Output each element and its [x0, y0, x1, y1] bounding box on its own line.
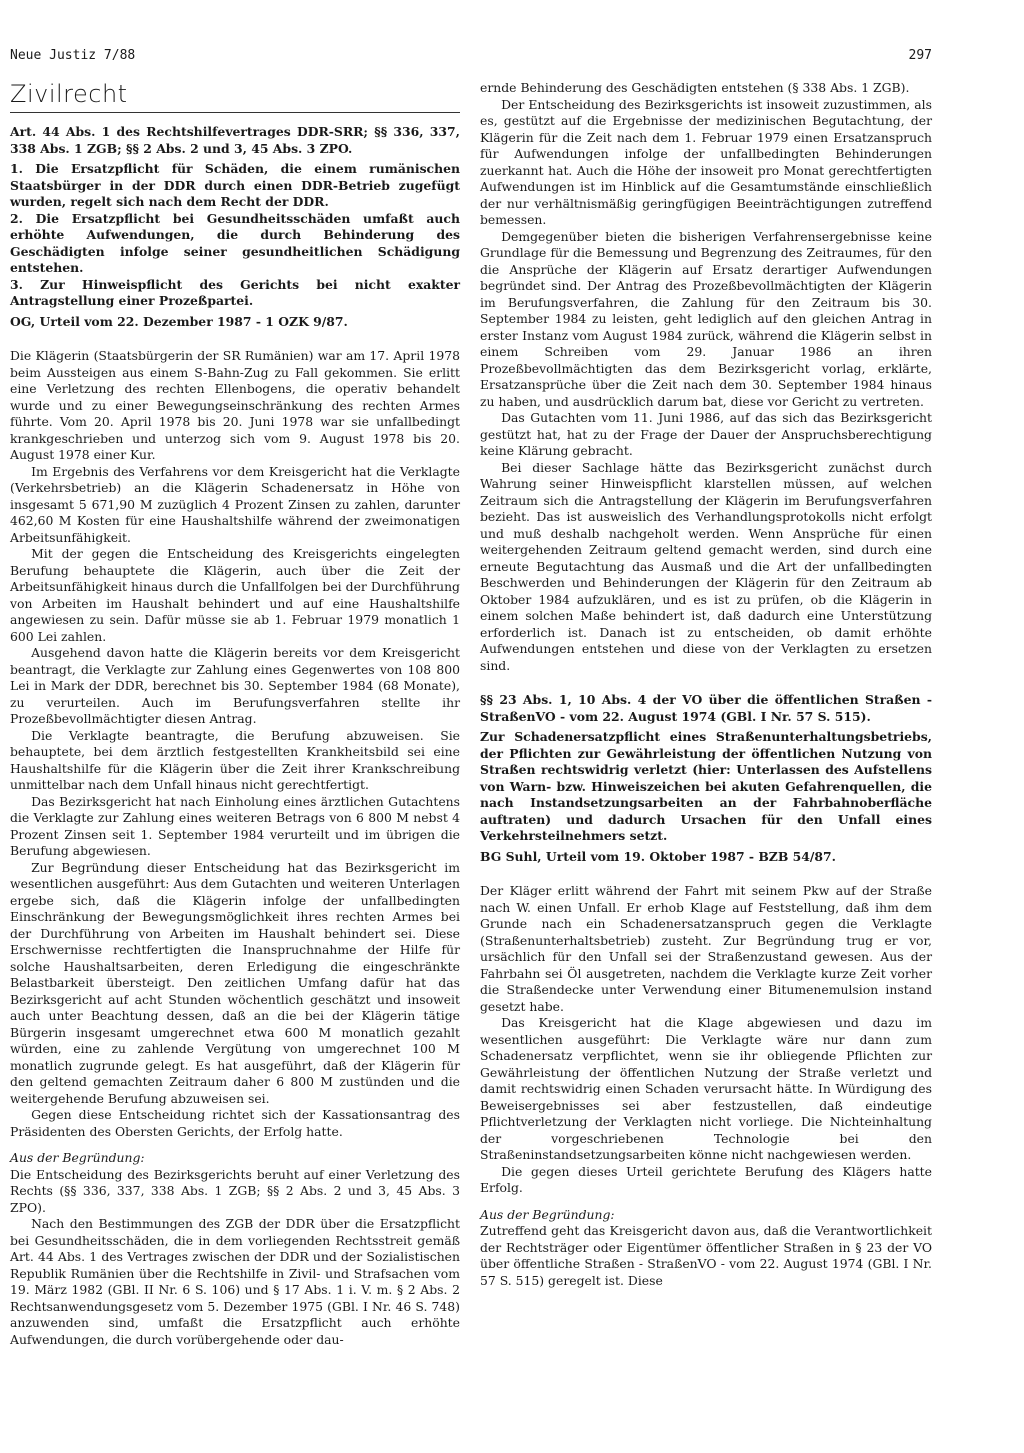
- case1-paragraph: Zur Begründung dieser Entscheidung hat das Bezirksgericht im wesentlichen ausgeführt: Aus dem Gutachten und weiteren Unterlagen ergebe sich, daß die Klägerin infolge der unfallbedingten Einschränkung der Bewegungsmöglichkeit ihres rechten Armes bei der Durchführung von Arbeiten im Haushalt behindert sei. Diese Erschwernisse rechtfertigten die Inanspruchnahme der Hilfe für solche Haushaltsarbeiten, deren Erledigung die eingeschränkte Belastbarkeit übersteigt. Den zeitlichen Umfang dafür hat das Bezirksgericht auf acht Stunden wöchentlich geschätzt und insoweit auch unter Beachtung dessen, daß an die bei der Klägerin tätige Bürgerin insgesamt umgerechnet etwa 600 M monatlich gezahlt würden, eine zu zahlende Vergütung von umgerechnet 100 M monatlich zugrunde gelegt. Es hat ausgeführt, daß der Klägerin für den geltend gemachten Zeitraum daher 6 800 M zustünden und die weitergehende Berufung abzuweisen sei.: [10, 859, 460, 1106]
- case1-paragraph: Demgegenüber bieten die bisherigen Verfahrensergebnisse keine Grundlage für die Bemessung und Begrenzung des Zeitraumes, für den die Ansprüche der Klägerin auf Ersatz derartiger Aufwendungen begründet sind. Der Antrag des Prozeßbevollmächtigten der Klägerin im Berufungsverfahren, die Zahlung für den Zeitraum bis 30. September 1984 zu leisten, geht lediglich auf den gleichen Antrag in erster Instanz vom August 1984 zurück, während die Klägerin selbst in einem Schreiben vom 29. Januar 1986 an ihren Prozeßbevollmächtigten das dem Bezirksgericht vorlag, erklärte, Ersatzansprüche über die Zeit nach dem 30. September 1984 hinaus zu haben, und ausdrücklich darum bat, diese vor Gericht zu vertreten.: [480, 228, 932, 409]
- case1-headnote-2: 2. Die Ersatzpflicht bei Gesundheitsschäden umfaßt auch erhöhte Aufwendungen, die durch Behinderung des Geschädigten infolge seiner gesundheitlichen Schädigung entstehen.: [10, 210, 460, 275]
- reasons-heading: Aus der Begründung:: [10, 1150, 145, 1165]
- case1-paragraph: Nach den Bestimmungen des ZGB der DDR über die Ersatzpflicht bei Gesundheitsschäden, die in dem vorliegenden Rechtsstreit gemäß Art. 44 Abs. 1 des Vertrages zwischen der DDR und der Sozialistischen Republik Rumänien über die Rechtshilfe in Zivil- und Strafsachen vom 19. März 1982 (GBl. II Nr. 6 S. 106) und § 17 Abs. 1 i. V. m. § 2 Abs. 2 Rechtsanwendungsgesetz vom 5. Dezember 1975 (GBl. I Nr. 46 S. 748) anzuwenden sind, umfaßt die Ersatzpflicht auch erhöhte Aufwendungen, die durch vorübergehende oder dau-: [10, 1216, 460, 1347]
- case2-paragraph: Zutreffend geht das Kreisgericht davon aus, daß die Verantwortlichkeit der Rechtsträger oder Eigentümer öffentlicher Straßen in § 23 der VO über öffentliche Straßen - StraßenVO - vom 22. August 1974 (GBl. I Nr. 57 S. 515) geregelt ist. Diese: [480, 1223, 932, 1288]
- case1-court: OG, Urteil vom 22. Dezember 1987 - 1 OZK 9/87.: [10, 313, 348, 329]
- case2-paragraph: Die gegen dieses Urteil gerichtete Berufung des Klägers hatte Erfolg.: [480, 1163, 932, 1195]
- case1-paragraph: Die Entscheidung des Bezirksgerichts beruht auf einer Verletzung des Rechts (§§ 336, 337, 338 Abs. 1 ZGB; §§ 2 Abs. 2 und 3, 45 Abs. 3 ZPO).: [10, 1166, 460, 1215]
- case2-paragraph: Der Kläger erlitt während der Fahrt mit seinem Pkw auf der Straße nach W. einen Unfall. Er erhob Klage auf Feststellung, daß ihm dem Grunde nach ein Schadenersatzanspruch gegen die Verklagte (Straßenunterhaltsbetrieb) zusteht. Zur Begründung trug er vor, ursächlich für den Unfall sei der Straßenzustand gewesen. Aus der Fahrbahn sei Öl ausgetreten, nachdem die Verklagte kurze Zeit vorher die Straßendecke unter Verwendung einer Bitumenemulsion instand gesetzt habe.: [480, 883, 932, 1014]
- section-title: Zivilrecht: [10, 80, 128, 108]
- case2-paragraph: Das Kreisgericht hat die Klage abgewiesen und dazu im wesentlichen ausgeführt: Die Verklagte wäre nur dann zum Schadenersatz verpflichtet, wenn sie ihr obliegende Pflichten zur Gewährleistung der öffentlichen Nutzung der Straße verletzt und damit rechtswidrig einen Schaden verursacht hätte. In Würdigung des Beweisergebnisses sei aber festzustellen, daß eindeutige Pflichtverletzung der Verklagten nicht vorliege. Die Nichteinhaltung der vorgeschriebenen Technologie bei den Straßeninstandsetzungsarbeiten könne nicht nachgewiesen werden.: [480, 1015, 932, 1162]
- case1-paragraph: Die Klägerin (Staatsbürgerin der SR Rumänien) war am 17. April 1978 beim Aussteigen aus einem S-Bahn-Zug zu Fall gekommen. Sie erlitt eine Verletzung des rechten Ellenbogens, die operativ behandelt wurde und zu einer Bewegungseinschränkung des rechten Armes führte. Vom 20. April 1978 bis 20. Juni 1978 war sie unfallbedingt krankgeschrieben und unterzog sich vom 9. August 1978 bis 20. August 1978 einer Kur.: [10, 348, 460, 462]
- page-number: 297: [908, 48, 932, 63]
- case1-paragraph: Die Verklagte beantragte, die Berufung abzuweisen. Sie behauptete, bei dem ärztlich festgestellten Krankheitsbild sei eine Haushaltshilfe für die Klägerin über die Zeit ihrer Krankschreibung unmittelbar nach dem Unfall hinaus nicht gerechtfertigt.: [10, 727, 460, 792]
- case1-paragraph: Das Gutachten vom 11. Juni 1986, auf das sich das Bezirksgericht gestützt hat, hat zu der Frage der Dauer der Anspruchsberechtigung keine Klärung gebracht.: [480, 410, 932, 458]
- case1-headnote-1: 1. Die Ersatzpflicht für Schäden, die einem rumänischen Staatsbürger in der DDR durch einen DDR-Betrieb zugefügt wurden, regelt sich nach dem Recht der DDR.: [10, 161, 460, 209]
- case2-citation: §§ 23 Abs. 1, 10 Abs. 4 der VO über die öffentlichen Straßen - StraßenVO - vom 22. August 1974 (GBl. I Nr. 57 S. 515).: [480, 692, 932, 724]
- reasons-heading: Aus der Begründung:: [480, 1206, 615, 1222]
- case1-paragraph: ernde Behinderung des Geschädigten entstehen (§ 338 Abs. 1 ZGB).: [480, 80, 910, 95]
- case1-paragraph: Bei dieser Sachlage hätte das Bezirksgericht zunächst durch Wahrung seiner Hinweispflicht klarstellen müssen, auf welchen Zeitraum sich die Antragstellung der Klägerin im Berufungsverfahren bezieht. Das ist ausweislich des Verhandlungsprotokolls nicht erfolgt und muß deshalb nachgeholt werden. Wenn Ansprüche für einen weitergehenden Zeitraum geltend gemacht werden, sind durch eine erneute Begutachtung das Ausmaß und die Art der unfallbedingten Beschwerden und Behinderungen der Klägerin für den Zeitraum ab Oktober 1984 aufzuklären, und es ist zu prüfen, ob die Klägerin in einem solchen Maße behindert ist, daß dadurch eine Unterstützung erforderlich ist. Danach ist zu entscheiden, ob damit erhöhte Aufwendungen entstehen und diese von der Verklagten zu ersetzen sind.: [480, 459, 932, 673]
- case1-paragraph: Gegen diese Entscheidung richtet sich der Kassationsantrag des Präsidenten des Obersten Gerichts, der Erfolg hatte.: [10, 1107, 460, 1139]
- journal-issue: Neue Justiz 7/88: [10, 48, 136, 63]
- case1-citation: Art. 44 Abs. 1 des Rechtshilfevertrages DDR-SRR; §§ 336, 337, 338 Abs. 1 ZGB; §§ 2 Abs. 2 und 3, 45 Abs. 3 ZPO.: [10, 124, 460, 156]
- running-header: [10, 48, 932, 68]
- right-column: [480, 80, 932, 1289]
- case1-headnote-3: 3. Zur Hinweispflicht des Gerichts bei nicht exakter Antragstellung einer Prozeßpartei.: [10, 276, 460, 308]
- case1-paragraph: Im Ergebnis des Verfahrens vor dem Kreisgericht hat die Verklagte (Verkehrsbetrieb) an die Klägerin Schadenersatz in Höhe von insgesamt 5 671,90 M zuzüglich 4 Prozent Zinsen zu zahlen, darunter 462,60 M Kosten für eine Haushaltshilfe während der zweimonatigen Arbeitsunfähigkeit.: [10, 463, 460, 545]
- case2-court: BG Suhl, Urteil vom 19. Oktober 1987 - BZB 54/87.: [480, 848, 836, 864]
- left-column: [10, 124, 460, 1348]
- title-rule: [10, 112, 460, 113]
- case2-headnote: Zur Schadenersatzpflicht eines Straßenunterhaltungsbetriebs, der Pflichten zur Gewährleistung der öffentlichen Nutzung von Straßen rechtswidrig verletzt (hier: Unterlassen des Aufstellens von Warn- bzw. Hinweiszeichen bei akuten Gefahrenquellen, die nach Instandsetzungsarbeiten an der Fahrbahnoberfläche auftraten) und dadurch Ursachen für den Unfall eines Verkehrsteilnehmers setzt.: [480, 729, 932, 843]
- case1-paragraph: Ausgehend davon hatte die Klägerin bereits vor dem Kreisgericht beantragt, die Verklagte zur Zahlung eines Gegenwertes von 108 800 Lei in Mark der DDR, berechnet bis 30. September 1984 (68 Monate), zu verurteilen. Auch im Berufungsverfahren stellte ihr Prozeßbevollmächtigter diesen Antrag.: [10, 645, 460, 726]
- case1-paragraph: Der Entscheidung des Bezirksgerichts ist insoweit zuzustimmen, als es, gestützt auf die Ergebnisse der medizinischen Begutachtung, der Klägerin für die Zeit nach dem 1. Februar 1979 einen Ersatzanspruch für Aufwendungen infolge der unfallbedingten Behinderungen zuerkannt hat. Auch die Höhe der insoweit pro Monat gerechtfertigten Aufwendungen ist im Hinblick auf die Gesamtumstände einschließlich der nur verhältnismäßig geringfügigen Beeinträchtigungen zutreffend bemessen.: [480, 96, 932, 227]
- case1-paragraph: Das Bezirksgericht hat nach Einholung eines ärztlichen Gutachtens die Verklagte zur Zahlung eines weiteren Betrags von 6 800 M nebst 4 Prozent Zinsen seit 1. September 1984 verurteilt und im übrigen die Berufung abgewiesen.: [10, 793, 460, 858]
- case1-paragraph: Mit der gegen die Entscheidung des Kreisgerichts eingelegten Berufung behauptete die Klägerin, auch über die Zeit der Arbeitsunfähigkeit hinaus durch die Unfallfolgen bei der Durchführung von Arbeiten im Haushalt behindert und auf eine Haushaltshilfe angewiesen zu sein. Dafür müsse sie ab 1. Februar 1979 monatlich 1 600 Lei zahlen.: [10, 546, 460, 644]
